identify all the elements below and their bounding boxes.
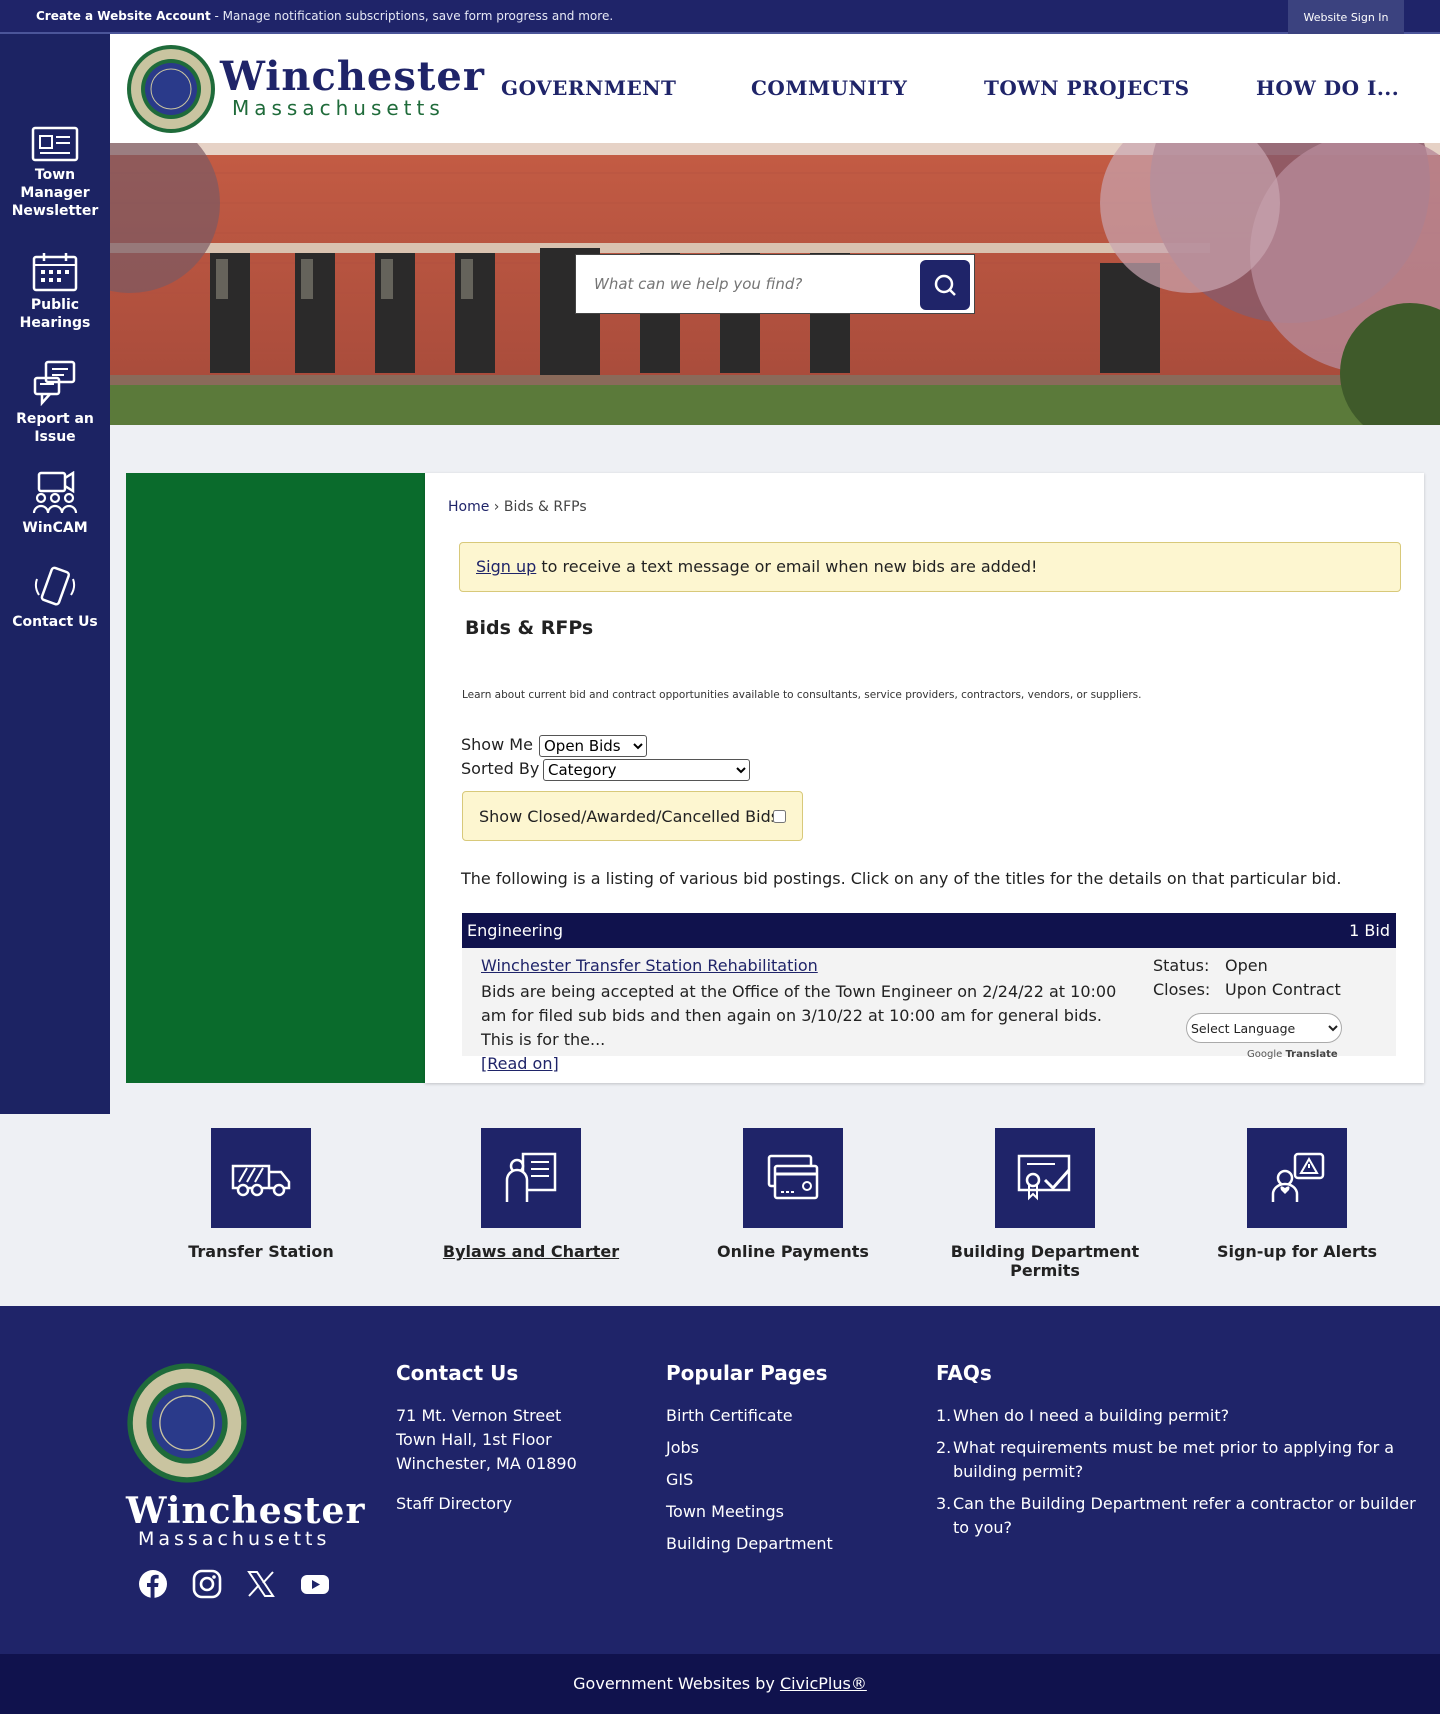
nav-how-do-i[interactable]: HOW DO I... [1256, 76, 1400, 100]
faq-text: When do I need a building permit? [953, 1406, 1230, 1425]
popular-link-jobs[interactable]: Jobs [666, 1438, 699, 1457]
quick-link-label: Sign-up for Alerts [1216, 1242, 1378, 1261]
account-description: - Manage notification subscriptions, save form progress and more. [210, 9, 614, 23]
show-me-select[interactable] [539, 735, 647, 757]
website-sign-in-button[interactable]: Website Sign In [1288, 0, 1404, 34]
show-closed-checkbox[interactable] [773, 810, 786, 823]
nav-government[interactable]: GOVERNMENT [501, 76, 677, 100]
x-icon[interactable] [246, 1569, 276, 1599]
search-icon [920, 260, 970, 310]
truck-icon [229, 1154, 293, 1202]
faq-text: What requirements must be met prior to applying for a building permit? [953, 1438, 1395, 1481]
bid-description-text: Bids are being accepted at the Office of the Town Engineer on 2/24/22 at 10:00 am for filed sub bids and then again on 3/10/22 at 10:00 am for general bids. This is for the... [481, 982, 1117, 1049]
faq-text: Can the Building Department refer a contractor or builder to you? [953, 1494, 1416, 1537]
quick-link-alerts[interactable] [1197, 1128, 1397, 1261]
category-name: Engineering [467, 921, 563, 940]
sidebar-item-wincam[interactable] [0, 471, 110, 537]
footer-brand-title: Winchester [126, 1490, 366, 1532]
address-line-2: Town Hall, 1st Floor [396, 1430, 552, 1449]
quick-link-label: Online Payments [717, 1242, 869, 1261]
breadcrumb-home[interactable]: Home [448, 499, 490, 515]
listing-intro: The following is a listing of various bid postings. Click on any of the titles for the details on that particular bid. [461, 869, 1342, 888]
footer-brand-subtitle: Massachusetts [138, 1528, 331, 1550]
google-translate-credit [1247, 1049, 1338, 1060]
faq-number: 1. [936, 1406, 952, 1425]
quick-link-online-payments[interactable] [693, 1128, 893, 1261]
translate-text: Translate [1285, 1049, 1338, 1060]
newspaper-icon [31, 126, 79, 162]
facebook-icon[interactable] [138, 1569, 168, 1599]
sidebar-item-label: Contact Us [12, 614, 98, 630]
nav-town-projects[interactable]: TOWN PROJECTS [984, 76, 1190, 100]
category-count: 1 Bid [1349, 921, 1390, 940]
category-header [462, 913, 1396, 948]
site-header [110, 36, 1440, 143]
staff-directory-link[interactable]: Staff Directory [396, 1494, 513, 1513]
phone-icon [33, 565, 77, 609]
footer-contact-heading: Contact Us [396, 1361, 519, 1385]
faq-item[interactable] [936, 1492, 1416, 1540]
sidebar-item-newsletter[interactable] [0, 126, 110, 220]
sidebar-item-label: Town Manager Newsletter [11, 167, 99, 219]
footer-faq-heading: FAQs [936, 1361, 992, 1385]
address-line-3: Winchester, MA 01890 [396, 1454, 577, 1473]
sidebar-item-label: Report an Issue [16, 411, 94, 445]
sidebar-item-report-issue[interactable] [0, 360, 110, 446]
signup-notice [459, 542, 1401, 592]
bid-description [481, 980, 1121, 1076]
language-select[interactable] [1186, 1013, 1342, 1043]
bid-status [1153, 956, 1268, 975]
show-closed-toggle [462, 791, 803, 841]
popular-link-building-department[interactable]: Building Department [666, 1534, 833, 1553]
nav-community[interactable]: COMMUNITY [751, 76, 908, 100]
sidebar [0, 34, 110, 1114]
quick-link-label: Bylaws and Charter [442, 1242, 620, 1261]
signup-link[interactable]: Sign up [476, 557, 537, 576]
secondary-nav-panel [126, 473, 425, 1083]
certificate-icon [1015, 1152, 1075, 1204]
popular-link-town-meetings[interactable]: Town Meetings [666, 1502, 784, 1521]
alert-icon [1267, 1150, 1327, 1206]
breadcrumb [448, 499, 587, 515]
quick-link-bylaws[interactable] [431, 1128, 631, 1261]
sorted-by-select[interactable] [543, 759, 750, 781]
quick-link-label: Transfer Station [188, 1242, 334, 1261]
site-search [575, 254, 975, 314]
account-message [36, 9, 613, 23]
footer-address [396, 1404, 577, 1476]
quick-link-transfer-station[interactable] [161, 1128, 361, 1261]
credit-text: Government Websites by [573, 1674, 780, 1693]
credit-card-icon [763, 1152, 823, 1204]
calendar-icon [32, 252, 78, 292]
brand-subtitle: Massachusetts [232, 96, 445, 120]
google-text: Google [1247, 1049, 1283, 1060]
sidebar-item-public-hearings[interactable] [0, 252, 110, 332]
top-bar [0, 0, 1440, 34]
bottom-bar [0, 1654, 1440, 1714]
show-me-label: Show Me [461, 735, 533, 754]
show-closed-label: Show Closed/Awarded/Cancelled Bids: [479, 807, 785, 826]
quick-link-label: Building Department Permits [950, 1242, 1140, 1280]
document-person-icon [501, 1150, 561, 1206]
brand-wordmark[interactable] [220, 53, 485, 120]
youtube-icon[interactable] [300, 1569, 330, 1599]
sorted-by-label: Sorted By [461, 759, 540, 778]
bid-closes [1153, 980, 1341, 999]
footer-seal-logo[interactable] [126, 1362, 248, 1484]
closes-label: Closes: [1153, 980, 1211, 999]
page-intro: Learn about current bid and contract opportunities available to consultants, service providers, contractors, vendors, or suppliers. [462, 689, 1142, 701]
faq-item[interactable] [936, 1404, 1416, 1428]
faq-number: 2. [936, 1438, 952, 1457]
notice-text: to receive a text message or email when new bids are added! [536, 557, 1038, 576]
status-value: Open [1225, 956, 1268, 975]
bid-title-link[interactable]: Winchester Transfer Station Rehabilitation [481, 956, 818, 975]
sidebar-item-contact-us[interactable] [0, 565, 110, 631]
read-on-link[interactable]: [Read on] [481, 1054, 559, 1073]
search-button[interactable] [920, 260, 970, 310]
brand-title: Winchester [220, 53, 485, 100]
popular-link-gis[interactable]: GIS [666, 1470, 694, 1489]
sidebar-item-label: Public Hearings [19, 297, 91, 331]
search-input[interactable] [586, 265, 886, 303]
page-title: Bids & RFPs [465, 617, 594, 639]
breadcrumb-current: Bids & RFPs [503, 499, 587, 515]
sidebar-item-label: WinCAM [22, 520, 88, 536]
address-line-1: 71 Mt. Vernon Street [396, 1406, 562, 1425]
faq-number: 3. [936, 1494, 952, 1513]
instagram-icon[interactable] [192, 1569, 222, 1599]
civicplus-link[interactable]: CivicPlus® [779, 1674, 867, 1693]
footer-popular-heading: Popular Pages [666, 1361, 828, 1385]
faq-item[interactable] [936, 1436, 1416, 1484]
create-account-link[interactable]: Create a Website Account [36, 9, 211, 23]
status-label: Status: [1153, 956, 1210, 975]
quick-link-building-permits[interactable] [915, 1128, 1175, 1280]
popular-link-birth-certificate[interactable]: Birth Certificate [666, 1406, 793, 1425]
town-seal-logo[interactable] [126, 44, 216, 134]
video-camera-icon [31, 471, 79, 515]
closes-value: Upon Contract [1225, 980, 1341, 999]
breadcrumb-separator: › [489, 499, 504, 515]
report-issue-icon [32, 360, 78, 406]
